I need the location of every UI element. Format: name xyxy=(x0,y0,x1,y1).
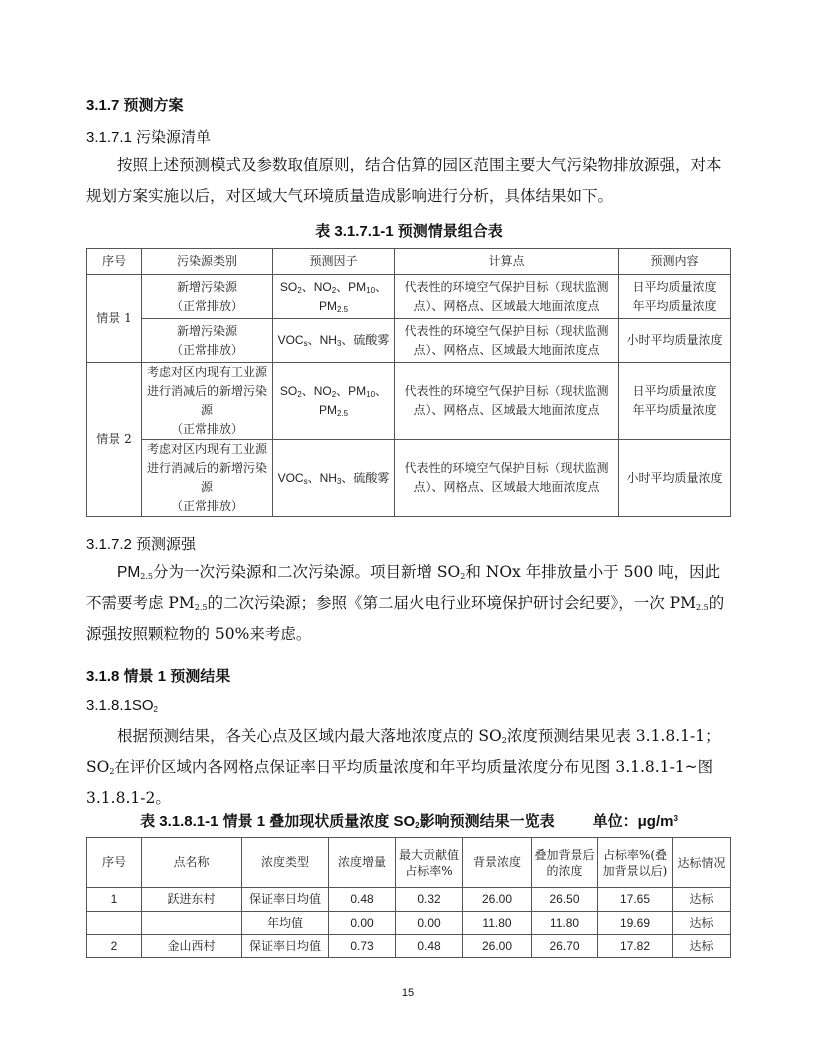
factor-text: 、 xyxy=(375,279,388,294)
factor-sub: s xyxy=(303,339,308,348)
cell: 11.80 xyxy=(532,912,598,935)
cell: 26.00 xyxy=(463,935,532,958)
factor-cell xyxy=(273,363,395,440)
factor-text: PM xyxy=(318,298,337,313)
cell: 11.80 xyxy=(463,912,532,935)
source-line: （正常排放） xyxy=(170,342,243,357)
cell: 26.00 xyxy=(463,888,532,912)
factor-text: 、 xyxy=(375,384,388,398)
text-run: 在评价区域内各网格点保证率日平均质量浓度和年平均质量浓度分布见图 3.1.8.1-1~图 3.1.8.1-2。 xyxy=(86,758,714,807)
calc-line: 点）、网格点、区域最大地面浓度点 xyxy=(413,298,600,313)
source-line: 考虑对区内现有工业源 xyxy=(146,442,267,456)
source-cell xyxy=(142,319,273,363)
factor-text: 、NH xyxy=(307,333,337,347)
table-row xyxy=(87,363,731,440)
scenario-table xyxy=(86,248,731,517)
text-sub: 2 xyxy=(109,767,115,776)
text-sub: 2.5 xyxy=(140,572,153,581)
heading-3-1-7-1: 3.1.7.1 污染源清单 xyxy=(86,129,212,146)
caption-text: 影响预测结果一览表 xyxy=(419,813,555,830)
table-row xyxy=(87,935,731,958)
table1-caption: 表 3.1.7.1-1 预测情景组合表 xyxy=(315,223,503,240)
text-run: 的二次污染源；参照《第二届火电行业环境保护研讨会纪要》，一次 PM xyxy=(207,594,696,612)
heading-3-1-8: 3.1.8 情景 1 预测结果 xyxy=(86,668,231,685)
content-cell xyxy=(619,363,731,440)
table-row xyxy=(87,275,731,319)
table-row xyxy=(87,888,731,912)
factor-sub: 2 xyxy=(297,390,302,399)
header-calc-point: 计算点 xyxy=(395,249,619,275)
calc-line: 代表性的环境空气保护目标（现状监测 xyxy=(404,384,609,398)
factor-text: 、NH xyxy=(307,470,337,485)
cell: 0.00 xyxy=(396,912,463,935)
factor-line xyxy=(275,382,392,401)
heading-3-1-7-2: 3.1.7.2 预测源强 xyxy=(86,536,197,553)
heading-sub: 2 xyxy=(153,705,158,714)
header-source-type: 污染源类别 xyxy=(142,249,273,275)
source-line: 进行消减后的新增污染 xyxy=(146,461,267,475)
cell: 0.73 xyxy=(329,935,396,958)
cell: 达标 xyxy=(673,912,731,935)
cell: 19.69 xyxy=(598,912,673,935)
cell: 1 xyxy=(87,888,142,912)
content-cell: 小时平均质量浓度 xyxy=(619,440,731,517)
text-run: 和 NOx 年排放量小于 500 吨，因此不需要考虑 PM xyxy=(86,563,721,612)
header-increment: 浓度增量 xyxy=(329,838,396,888)
factor-sub: 2 xyxy=(331,390,337,399)
source-line: 进行消减后的新增污染 xyxy=(146,384,267,398)
factor-text: 、PM xyxy=(336,384,367,398)
text-run: PM xyxy=(117,564,141,581)
text-run: 根据预测结果，各关心点及区域内最大落地浓度点的 SO xyxy=(117,727,502,745)
factor-text: SO xyxy=(279,384,298,398)
table2-caption xyxy=(86,810,732,831)
factor-text: 、硫酸雾 xyxy=(341,470,390,485)
table-row xyxy=(87,912,731,935)
calc-line: 代表性的环境空气保护目标（现状监测 xyxy=(404,279,609,294)
caption-sub: 2 xyxy=(415,821,420,830)
calc-line: 代表性的环境空气保护目标（现状监测 xyxy=(404,323,609,338)
cell: 0.48 xyxy=(329,888,396,912)
content-cell: 小时平均质量浓度 xyxy=(619,319,731,363)
paragraph-source-strength xyxy=(86,557,732,650)
text-run: 的源强按照颗粒物的 50%来考虑。 xyxy=(86,594,725,643)
calc-line: 代表性的环境空气保护目标（现状监测 xyxy=(404,461,609,475)
text-sub: 2 xyxy=(460,572,466,581)
table1-header-row xyxy=(87,249,731,275)
factor-sub: 2 xyxy=(297,285,302,295)
cell: 17.82 xyxy=(598,935,673,958)
heading-text: 3.1.8.1SO xyxy=(86,697,154,714)
page-number: 15 xyxy=(401,987,415,999)
source-cell xyxy=(142,363,273,440)
unit-label: 单位：μg/m xyxy=(592,813,674,830)
cell: 2 xyxy=(87,935,142,958)
factor-text: 、NO xyxy=(301,384,332,398)
factor-sub: 10 xyxy=(366,390,376,399)
text-sub: 2 xyxy=(501,736,507,745)
calc-line: 点）、网格点、区域最大地面浓度点 xyxy=(413,480,600,494)
content-line: 日平均质量浓度 xyxy=(632,279,717,294)
calc-cell xyxy=(395,275,619,319)
source-line: 新增污染源 xyxy=(176,279,237,294)
table2-header-row xyxy=(87,838,731,888)
content-line: 年平均质量浓度 xyxy=(632,403,717,417)
heading-3-1-8-1 xyxy=(86,697,158,714)
header-combined-ratio: 占标率%(叠加背景以后) xyxy=(598,838,673,888)
cell: 26.70 xyxy=(532,935,598,958)
factor-text: VOC xyxy=(277,333,304,347)
text-run: 浓度预测结果见表 3.1.8.1-1；SO xyxy=(86,727,721,776)
cell xyxy=(87,912,142,935)
factor-line xyxy=(275,401,392,420)
cell: 0.48 xyxy=(396,935,463,958)
text-sub: 2.5 xyxy=(194,603,208,612)
header-combined: 叠加背景后的浓度 xyxy=(532,838,598,888)
source-line: 源 xyxy=(200,480,213,494)
source-line: （正常排放） xyxy=(170,422,243,436)
calc-cell xyxy=(395,363,619,440)
header-background: 背景浓度 xyxy=(463,838,532,888)
calc-line: 点）、网格点、区域最大地面浓度点 xyxy=(413,342,600,357)
factor-cell xyxy=(273,319,395,363)
content-line: 年平均质量浓度 xyxy=(632,298,717,313)
cell: 26.50 xyxy=(532,888,598,912)
factor-text: 、PM xyxy=(336,279,367,294)
factor-sub: s xyxy=(303,476,308,486)
cell: 金山西村 xyxy=(142,935,242,958)
factor-text: 、NO xyxy=(301,279,332,294)
factor-sub: 2.5 xyxy=(336,409,349,418)
source-line: 新增污染源 xyxy=(176,323,237,338)
calc-line: 点）、网格点、区域最大地面浓度点 xyxy=(413,403,600,417)
cell: 保证率日均值 xyxy=(242,935,329,958)
content-cell xyxy=(619,275,731,319)
factor-line xyxy=(275,297,392,316)
cell: 保证率日均值 xyxy=(242,888,329,912)
header-index: 序号 xyxy=(87,249,142,275)
source-line: （正常排放） xyxy=(170,499,243,513)
factor-sub: 2 xyxy=(331,285,337,295)
header-max-ratio: 最大贡献值占标率% xyxy=(396,838,463,888)
heading-3-1-7: 3.1.7 预测方案 xyxy=(86,97,184,114)
paragraph-intro: 按照上述预测模式及参数取值原则，结合估算的园区范围主要大气污染物排放源强，对本规划方案实施以后，对区域大气环境质量造成影响进行分析，具体结果如下。 xyxy=(86,156,722,205)
calc-cell xyxy=(395,319,619,363)
factor-sub: 2.5 xyxy=(336,304,349,314)
source-line: 考虑对区内现有工业源 xyxy=(146,365,267,379)
paragraph-so2-results xyxy=(86,721,732,814)
so2-results-table xyxy=(86,837,731,958)
header-conc-type: 浓度类型 xyxy=(242,838,329,888)
header-factor: 预测因子 xyxy=(273,249,395,275)
factor-text: 、硫酸雾 xyxy=(341,333,390,347)
factor-line xyxy=(275,278,392,297)
cell: 达标 xyxy=(673,888,731,912)
header-content: 预测内容 xyxy=(619,249,731,275)
factor-cell xyxy=(273,275,395,319)
cell: 年均值 xyxy=(242,912,329,935)
factor-sub: 10 xyxy=(366,285,376,295)
cell: 17.65 xyxy=(598,888,673,912)
factor-cell xyxy=(273,440,395,517)
factor-sub: 3 xyxy=(336,476,342,486)
caption-text: 表 3.1.8.1-1 情景 1 叠加现状质量浓度 SO xyxy=(140,813,416,830)
cell xyxy=(142,912,242,935)
cell: 0.00 xyxy=(329,912,396,935)
content-line: 日平均质量浓度 xyxy=(632,384,717,398)
factor-text: VOC xyxy=(277,470,304,485)
factor-text: PM xyxy=(318,403,337,417)
unit-sup: 3 xyxy=(673,814,678,823)
scenario-1-cell: 情景 1 xyxy=(87,275,142,363)
table-row xyxy=(87,440,731,517)
cell: 达标 xyxy=(673,935,731,958)
header-compliance: 达标情况 xyxy=(673,838,731,888)
cell: 跃进东村 xyxy=(142,888,242,912)
source-line: 源 xyxy=(200,403,213,417)
source-cell xyxy=(142,275,273,319)
text-run: 分为一次污染源和二次污染源。项目新增 SO xyxy=(152,563,461,581)
header-index: 序号 xyxy=(87,838,142,888)
header-point-name: 点名称 xyxy=(142,838,242,888)
source-line: （正常排放） xyxy=(170,298,243,313)
text-sub: 2.5 xyxy=(695,603,709,612)
cell: 0.32 xyxy=(396,888,463,912)
scenario-2-cell: 情景 2 xyxy=(87,363,142,517)
factor-text: SO xyxy=(279,279,298,294)
calc-cell xyxy=(395,440,619,517)
factor-sub: 3 xyxy=(336,339,342,348)
source-cell xyxy=(142,440,273,517)
table-row xyxy=(87,319,731,363)
